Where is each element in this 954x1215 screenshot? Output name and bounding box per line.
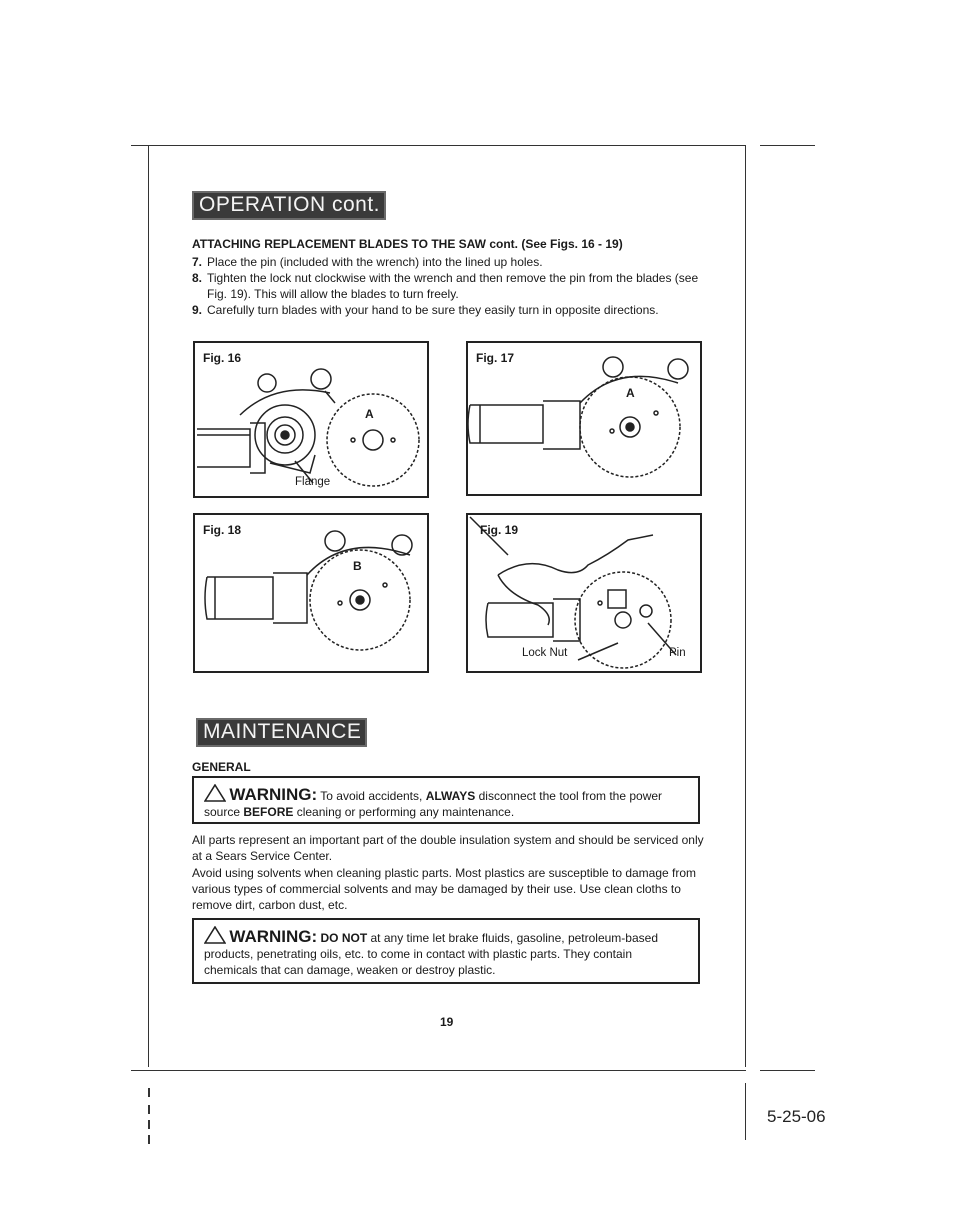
- warning-triangle-icon: [204, 784, 226, 802]
- step-item: 7. Place the pin (included with the wrench) into the lined up holes.: [192, 255, 543, 269]
- warning-box-disconnect: WARNING: To avoid accidents, ALWAYS disconnect the tool from the power source BEFORE cleaning or performing any maintenance.: [192, 776, 700, 824]
- warning-heading: WARNING:: [229, 785, 318, 804]
- figure-16: [193, 341, 429, 498]
- figure-19: [466, 513, 702, 673]
- frame-top-rule: [131, 145, 746, 146]
- frame-right-rule: [745, 145, 746, 1067]
- figure-18: [193, 513, 429, 673]
- callout-pin: Pin: [669, 647, 686, 659]
- attaching-blades-subheading: ATTACHING REPLACEMENT BLADES TO THE SAW cont. (See Figs. 16 - 19): [192, 237, 623, 251]
- saw-flange-illustration: [195, 343, 427, 496]
- figure-17: [466, 341, 702, 496]
- step-item: 9. Carefully turn blades with your hand to be sure they easily turn in opposite directions.: [192, 303, 659, 317]
- callout-a: A: [626, 386, 635, 400]
- crop-mark-bottom-right: [760, 1070, 815, 1071]
- crop-tick: [148, 1135, 150, 1144]
- saw-locknut-illustration: [468, 515, 700, 671]
- figure-16-label: Fig. 16: [203, 351, 242, 365]
- page-number: 19: [440, 1015, 454, 1029]
- frame-bottom-rule: [131, 1070, 746, 1071]
- warning-triangle-icon: [204, 926, 226, 944]
- callout-lock-nut: Lock Nut: [522, 647, 568, 659]
- steps-list: [192, 254, 712, 318]
- callout-a: A: [365, 407, 374, 421]
- crop-tick: [148, 1120, 150, 1129]
- step-item: 8. Tighten the lock nut clockwise with the wrench and then remove the pin from the blades (see Fig. 19). This will allow the blades to turn freely.: [192, 271, 699, 301]
- figure-18-label: Fig. 18: [203, 523, 242, 537]
- figure-19-label: Fig. 19: [480, 523, 519, 537]
- saw-blade-a-illustration: [468, 343, 700, 494]
- paragraph-double-insulation: All parts represent an important part of the double insulation system and should be serviced only at a Sears Service Center.: [192, 833, 704, 863]
- crop-mark-vertical-right: [745, 1083, 746, 1140]
- warning-box-fluids: WARNING: DO NOT at any time let brake fluids, gasoline, petroleum-based products, penetrating oils, etc. to come in contact with plastic parts. They contain chemicals that can damage, weaken or destroy plastic.: [192, 918, 700, 984]
- operation-section-header: OPERATION cont.: [192, 191, 386, 220]
- warning-heading: WARNING:: [229, 927, 318, 946]
- frame-left-rule: [148, 145, 149, 1067]
- figure-17-label: Fig. 17: [476, 351, 515, 365]
- callout-b: B: [353, 559, 362, 573]
- maintenance-section-header: MAINTENANCE: [196, 718, 367, 747]
- paragraph-solvents: Avoid using solvents when cleaning plastic parts. Most plastics are susceptible to damage from various types of commercial solvents and may be damaged by their use. Use clean cloths to remove dirt, carbon dust, etc.: [192, 866, 697, 912]
- crop-tick: [148, 1105, 150, 1114]
- crop-mark-top-right: [760, 145, 815, 146]
- saw-blade-b-illustration: [195, 515, 427, 671]
- date-stamp: 5-25-06: [767, 1107, 826, 1126]
- general-subheading: GENERAL: [192, 760, 251, 774]
- crop-tick: [148, 1088, 150, 1097]
- callout-flange: Flange: [295, 476, 331, 488]
